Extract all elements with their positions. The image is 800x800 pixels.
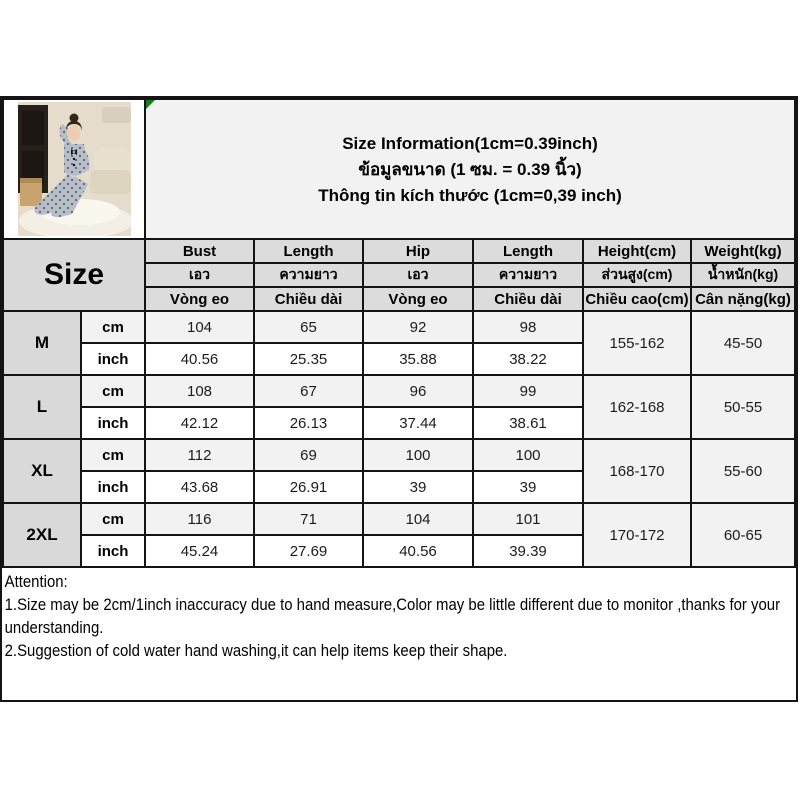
column-header-length-th: ความยาว	[254, 263, 363, 287]
cell-value: 108	[145, 375, 254, 407]
title-thai: ข้อมูลขนาด (1 ซม. = 0.39 นิ้ว)	[358, 159, 582, 179]
column-header-height: Height(cm)	[583, 239, 691, 263]
cell-value: 71	[254, 503, 363, 535]
cell-value: 100	[473, 439, 583, 471]
weight-range-2xl: 60-65	[691, 503, 795, 567]
unit-cm: cm	[81, 375, 145, 407]
height-range-2xl: 170-172	[583, 503, 691, 567]
weight-range-xl: 55-60	[691, 439, 795, 503]
table-row	[3, 311, 795, 343]
cell-value: 39	[473, 471, 583, 503]
cell-value: 96	[363, 375, 473, 407]
size-table	[2, 98, 796, 568]
title-english: Size Information(1cm=0.39inch)	[342, 133, 598, 153]
height-range-l: 162-168	[583, 375, 691, 439]
cell-value: 92	[363, 311, 473, 343]
column-header-length-2: Length	[473, 239, 583, 263]
column-header-weight-vi: Cân nặng(kg)	[691, 287, 795, 311]
column-header-bust: Bust	[145, 239, 254, 263]
column-header-height-vi: Chiều cao(cm)	[583, 287, 691, 311]
column-header-weight: Weight(kg)	[691, 239, 795, 263]
cell-value: 27.69	[254, 535, 363, 567]
cell-value: 98	[473, 311, 583, 343]
title-cell	[145, 99, 795, 239]
cell-value: 45.24	[145, 535, 254, 567]
attention-note-1: 1.Size may be 2cm/1inch inaccuracy due to hand measure,Color may be little different due to monitor ,thanks for your understanding.	[4, 595, 781, 637]
column-header-hip: Hip	[363, 239, 473, 263]
table-row	[3, 503, 795, 535]
cell-value: 104	[363, 503, 473, 535]
product-photo-cell	[3, 99, 145, 239]
cell-value: 100	[363, 439, 473, 471]
column-header-length-vi: Chiều dài	[254, 287, 363, 311]
product-photo	[4, 100, 144, 238]
cell-value: 65	[254, 311, 363, 343]
size-label-m: M	[3, 311, 81, 375]
unit-inch: inch	[81, 535, 145, 567]
table-row	[3, 375, 795, 407]
cell-value: 35.88	[363, 343, 473, 375]
column-header-height-th: ส่วนสูง(cm)	[583, 263, 691, 287]
cell-value: 26.13	[254, 407, 363, 439]
title-vietnamese: Thông tin kích thước (1cm=0,39 inch)	[318, 185, 622, 205]
height-range-m: 155-162	[583, 311, 691, 375]
table-row	[3, 439, 795, 471]
size-label-xl: XL	[3, 439, 81, 503]
product-photo-illustration	[18, 102, 131, 236]
attention-note-2: 2.Suggestion of cold water hand washing,it can help items keep their shape.	[4, 641, 508, 660]
column-header-bust-vi: Vòng eo	[145, 287, 254, 311]
size-label-2xl: 2XL	[3, 503, 81, 567]
size-label-l: L	[3, 375, 81, 439]
unit-inch: inch	[81, 407, 145, 439]
cell-value: 112	[145, 439, 254, 471]
cell-value: 67	[254, 375, 363, 407]
column-header-weight-th: น้ำหนัก(kg)	[691, 263, 795, 287]
size-chart-sheet	[0, 96, 798, 702]
cell-value: 39	[363, 471, 473, 503]
cell-value: 101	[473, 503, 583, 535]
cell-value: 40.56	[145, 343, 254, 375]
cell-value: 104	[145, 311, 254, 343]
attention-section	[2, 568, 796, 700]
cell-value: 38.61	[473, 407, 583, 439]
cell-value: 37.44	[363, 407, 473, 439]
cell-value: 43.68	[145, 471, 254, 503]
cell-note-triangle-icon	[146, 100, 155, 109]
cell-value: 26.91	[254, 471, 363, 503]
cell-value: 40.56	[363, 535, 473, 567]
column-header-bust-th: เอว	[145, 263, 254, 287]
cell-value: 99	[473, 375, 583, 407]
weight-range-m: 45-50	[691, 311, 795, 375]
column-header-length: Length	[254, 239, 363, 263]
attention-heading: Attention:	[4, 572, 68, 591]
unit-cm: cm	[81, 311, 145, 343]
cell-value: 39.39	[473, 535, 583, 567]
column-header-hip-th: เอว	[363, 263, 473, 287]
cell-value: 116	[145, 503, 254, 535]
unit-inch: inch	[81, 343, 145, 375]
title-block	[146, 132, 794, 207]
column-header-hip-vi: Vòng eo	[363, 287, 473, 311]
cell-value: 25.35	[254, 343, 363, 375]
size-corner-label: Size	[3, 239, 145, 311]
height-range-xl: 168-170	[583, 439, 691, 503]
unit-inch: inch	[81, 471, 145, 503]
column-header-length-2-th: ความยาว	[473, 263, 583, 287]
unit-cm: cm	[81, 503, 145, 535]
weight-range-l: 50-55	[691, 375, 795, 439]
unit-cm: cm	[81, 439, 145, 471]
cell-value: 42.12	[145, 407, 254, 439]
attention-text	[2, 568, 796, 662]
cell-value: 38.22	[473, 343, 583, 375]
cell-value: 69	[254, 439, 363, 471]
column-header-length-2-vi: Chiều dài	[473, 287, 583, 311]
